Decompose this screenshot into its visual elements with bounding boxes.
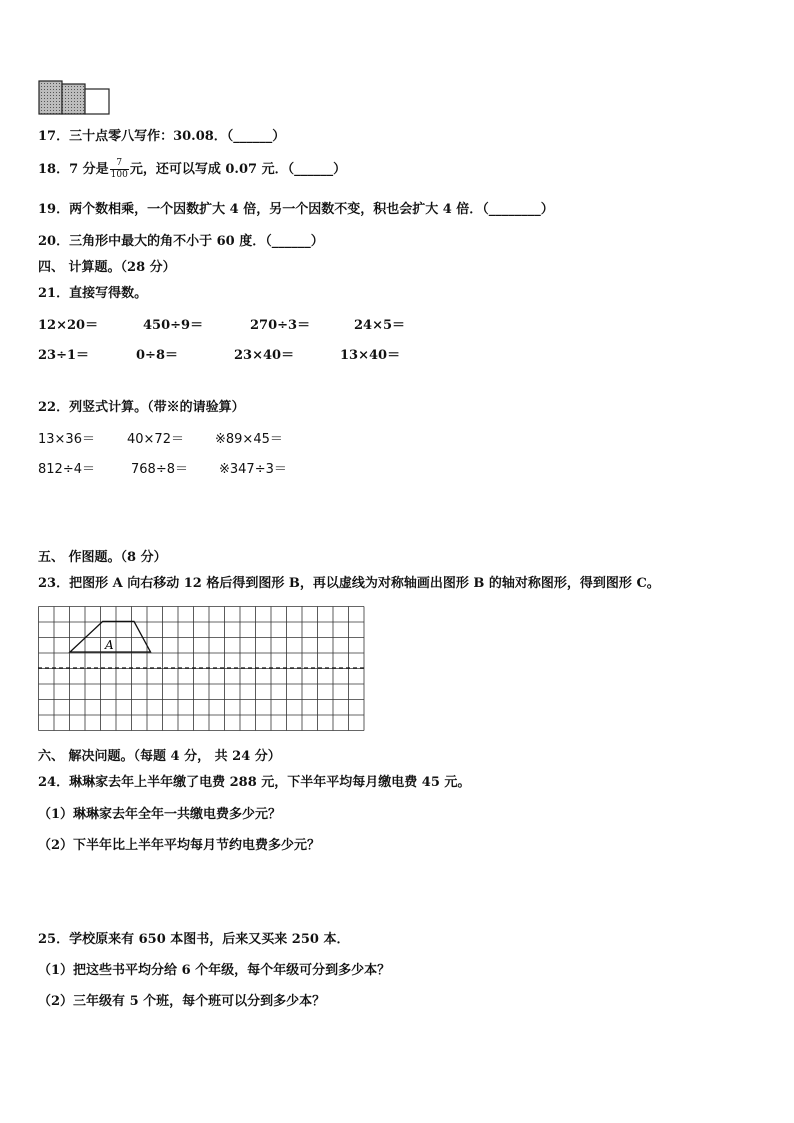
question-21-title: 21．直接写得数。 [38,286,148,301]
question-25-part-2: （2）三年级有 5 个班，每个班可以分到多少本？ [38,994,326,1009]
question-24-part-2: （2）下半年比上半年平均每月节约电费多少元？ [38,838,321,853]
q21-item: 23÷1＝ [38,348,90,363]
q22-item: 40×72＝ [127,432,184,447]
section-6-heading: 六、 解决问题。（每题 4 分， 共 24 分） [38,749,281,764]
fraction-denominator: 100 [110,170,128,180]
section-5-heading: 五、 作图题。（8 分） [38,550,167,565]
question-18 [38,158,346,181]
question-18-suffix: 元，还可以写成 0.07 元．（______） [129,162,347,177]
question-24: 24．琳琳家去年上半年缴了电费 288 元，下半年平均每月缴电费 45 元。 [38,775,471,790]
question-23: 23．把图形 A 向右移动 12 格后得到图形 B，再以虚线为对称轴画出图形 B 的轴对称图形，得到图形 C。 [38,576,660,591]
question-20: 20．三角形中最大的角不小于 60 度．（______） [38,234,324,249]
question-22-title: 22．列竖式计算。（带※的请验算） [38,400,245,415]
q22-item: 13×36＝ [38,432,95,447]
shaded-squares-figure [38,80,112,116]
q21-item: 12×20＝ [38,318,99,333]
fraction [110,158,129,181]
q21-item: 24×5＝ [354,318,406,333]
q21-item: 270÷3＝ [250,318,311,333]
q22-item: 768÷8＝ [131,462,188,477]
fraction-numerator: 7 [110,158,129,170]
q21-item: 450÷9＝ [143,318,204,333]
shape-a-label: A [105,638,114,652]
q22-item: ※347÷3＝ [219,462,287,477]
question-25-part-1: （1）把这些书平均分给 6 个年级，每个年级可分到多少本？ [38,963,391,978]
q21-item: 0÷8＝ [136,348,178,363]
question-18-prefix: 18．7 分是 [38,162,109,177]
question-17: 17．三十点零八写作：30.08．（______） [38,129,286,144]
section-4-heading: 四、 计算题。（28 分） [38,260,176,275]
question-24-part-1: （1）琳琳家去年全年一共缴电费多少元？ [38,807,282,822]
question-19: 19．两个数相乘，一个因数扩大 4 倍，另一个因数不变，积也会扩大 4 倍．（________） [38,202,554,217]
q21-item: 13×40＝ [340,348,401,363]
question-25: 25．学校原来有 650 本图书，后来又买来 250 本． [38,932,350,947]
q21-item: 23×40＝ [234,348,295,363]
q22-item: 812÷4＝ [38,462,95,477]
grid-figure [38,606,368,732]
q22-item: ※89×45＝ [215,432,283,447]
